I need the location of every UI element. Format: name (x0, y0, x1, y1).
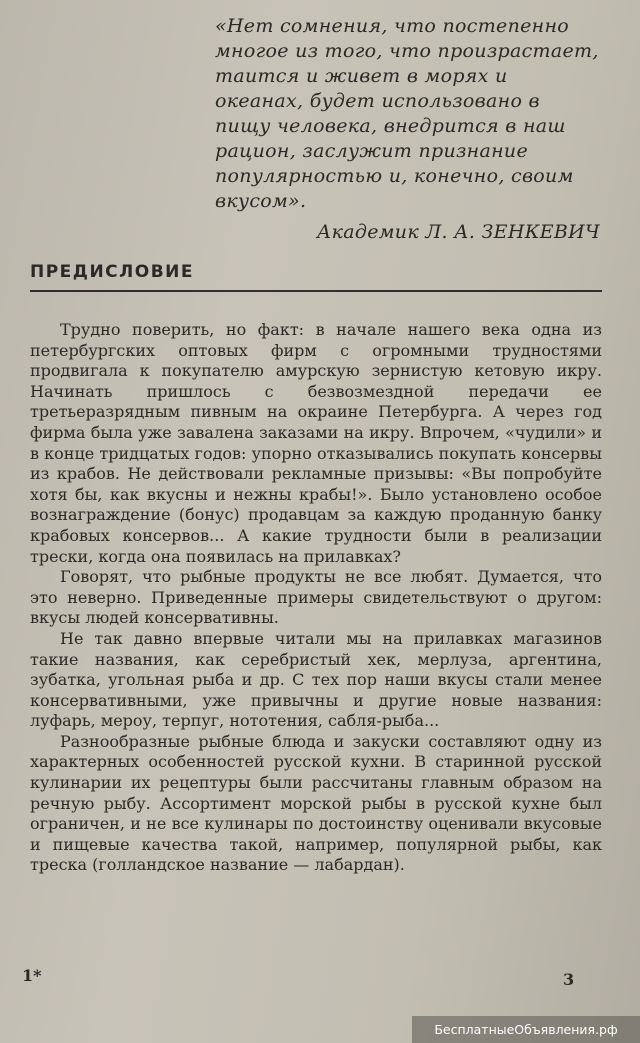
signature-mark: 1* (22, 966, 42, 985)
section-heading: ПРЕДИСЛОВИЕ (30, 262, 195, 282)
watermark: БесплатныеОбъявления.рф (412, 1016, 640, 1043)
page-number: 3 (563, 970, 575, 989)
epigraph (215, 14, 600, 245)
epigraph-author: Академик Л. А. ЗЕНКЕВИЧ (316, 221, 600, 243)
paragraph: Трудно поверить, но факт: в начале нашего века одна из петербургских оптовых фирм с огромными трудностями продвигала к покупателю амурскую зернистую кетовую икру. Начинать пришлось с безвозмездной передачи ее третьеразрядным пивным на окраине Петербурга. А через год фирма была уже завалена заказами на икру. Впрочем, «чудили» и в конце тридцатых годов: упорно отказывались покупать консервы из крабов. Не действовали рекламные призывы: «Вы попробуйте хотя бы, как вкусны и нежны крабы!». Было установлено особое вознаграждение (бонус) продавцам за каждую проданную банку крабовых консервов... А какие трудности были в реализации трески, когда она появилась на прилавках? (30, 320, 602, 566)
paragraph: Не так давно впервые читали мы на прилавках магазинов такие названия, как серебристый хек, мерлуза, аргентина, зубатка, угольная рыба и др. С тех пор наши вкусы стали менее консервативными, уже привычны и другие новые названия: луфарь, мероу, терпуг, нототения, сабля-рыба... (30, 628, 602, 731)
heading-rule (30, 290, 602, 292)
epigraph-text: «Нет сомнения, что постепенно многое из того, что произрастает, таится и живет в морях и океанах, будет использовано в пищу человека, внедрится в наш рацион, заслужит признание популярностью и, конечно, своим вкусом». (215, 15, 599, 212)
paragraph: Говорят, что рыбные продукты не все любят. Думается, что это неверно. Приведенные примеры свидетельствуют о другом: вкусы людей консервативны. (30, 567, 602, 628)
body-text (30, 320, 602, 876)
paragraph: Разнообразные рыбные блюда и закуски составляют одну из характерных особенностей русской кухни. В старинной русской кулинарии их рецептуры были рассчитаны главным образом на речную рыбу. Ассортимент морской рыбы в русской кухне был ограничен, и не все кулинары по достоинству оценивали вкусовые и пищевые качества такой, например, популярной рыбы, как треска (голландское название — лабардан). (30, 731, 602, 875)
